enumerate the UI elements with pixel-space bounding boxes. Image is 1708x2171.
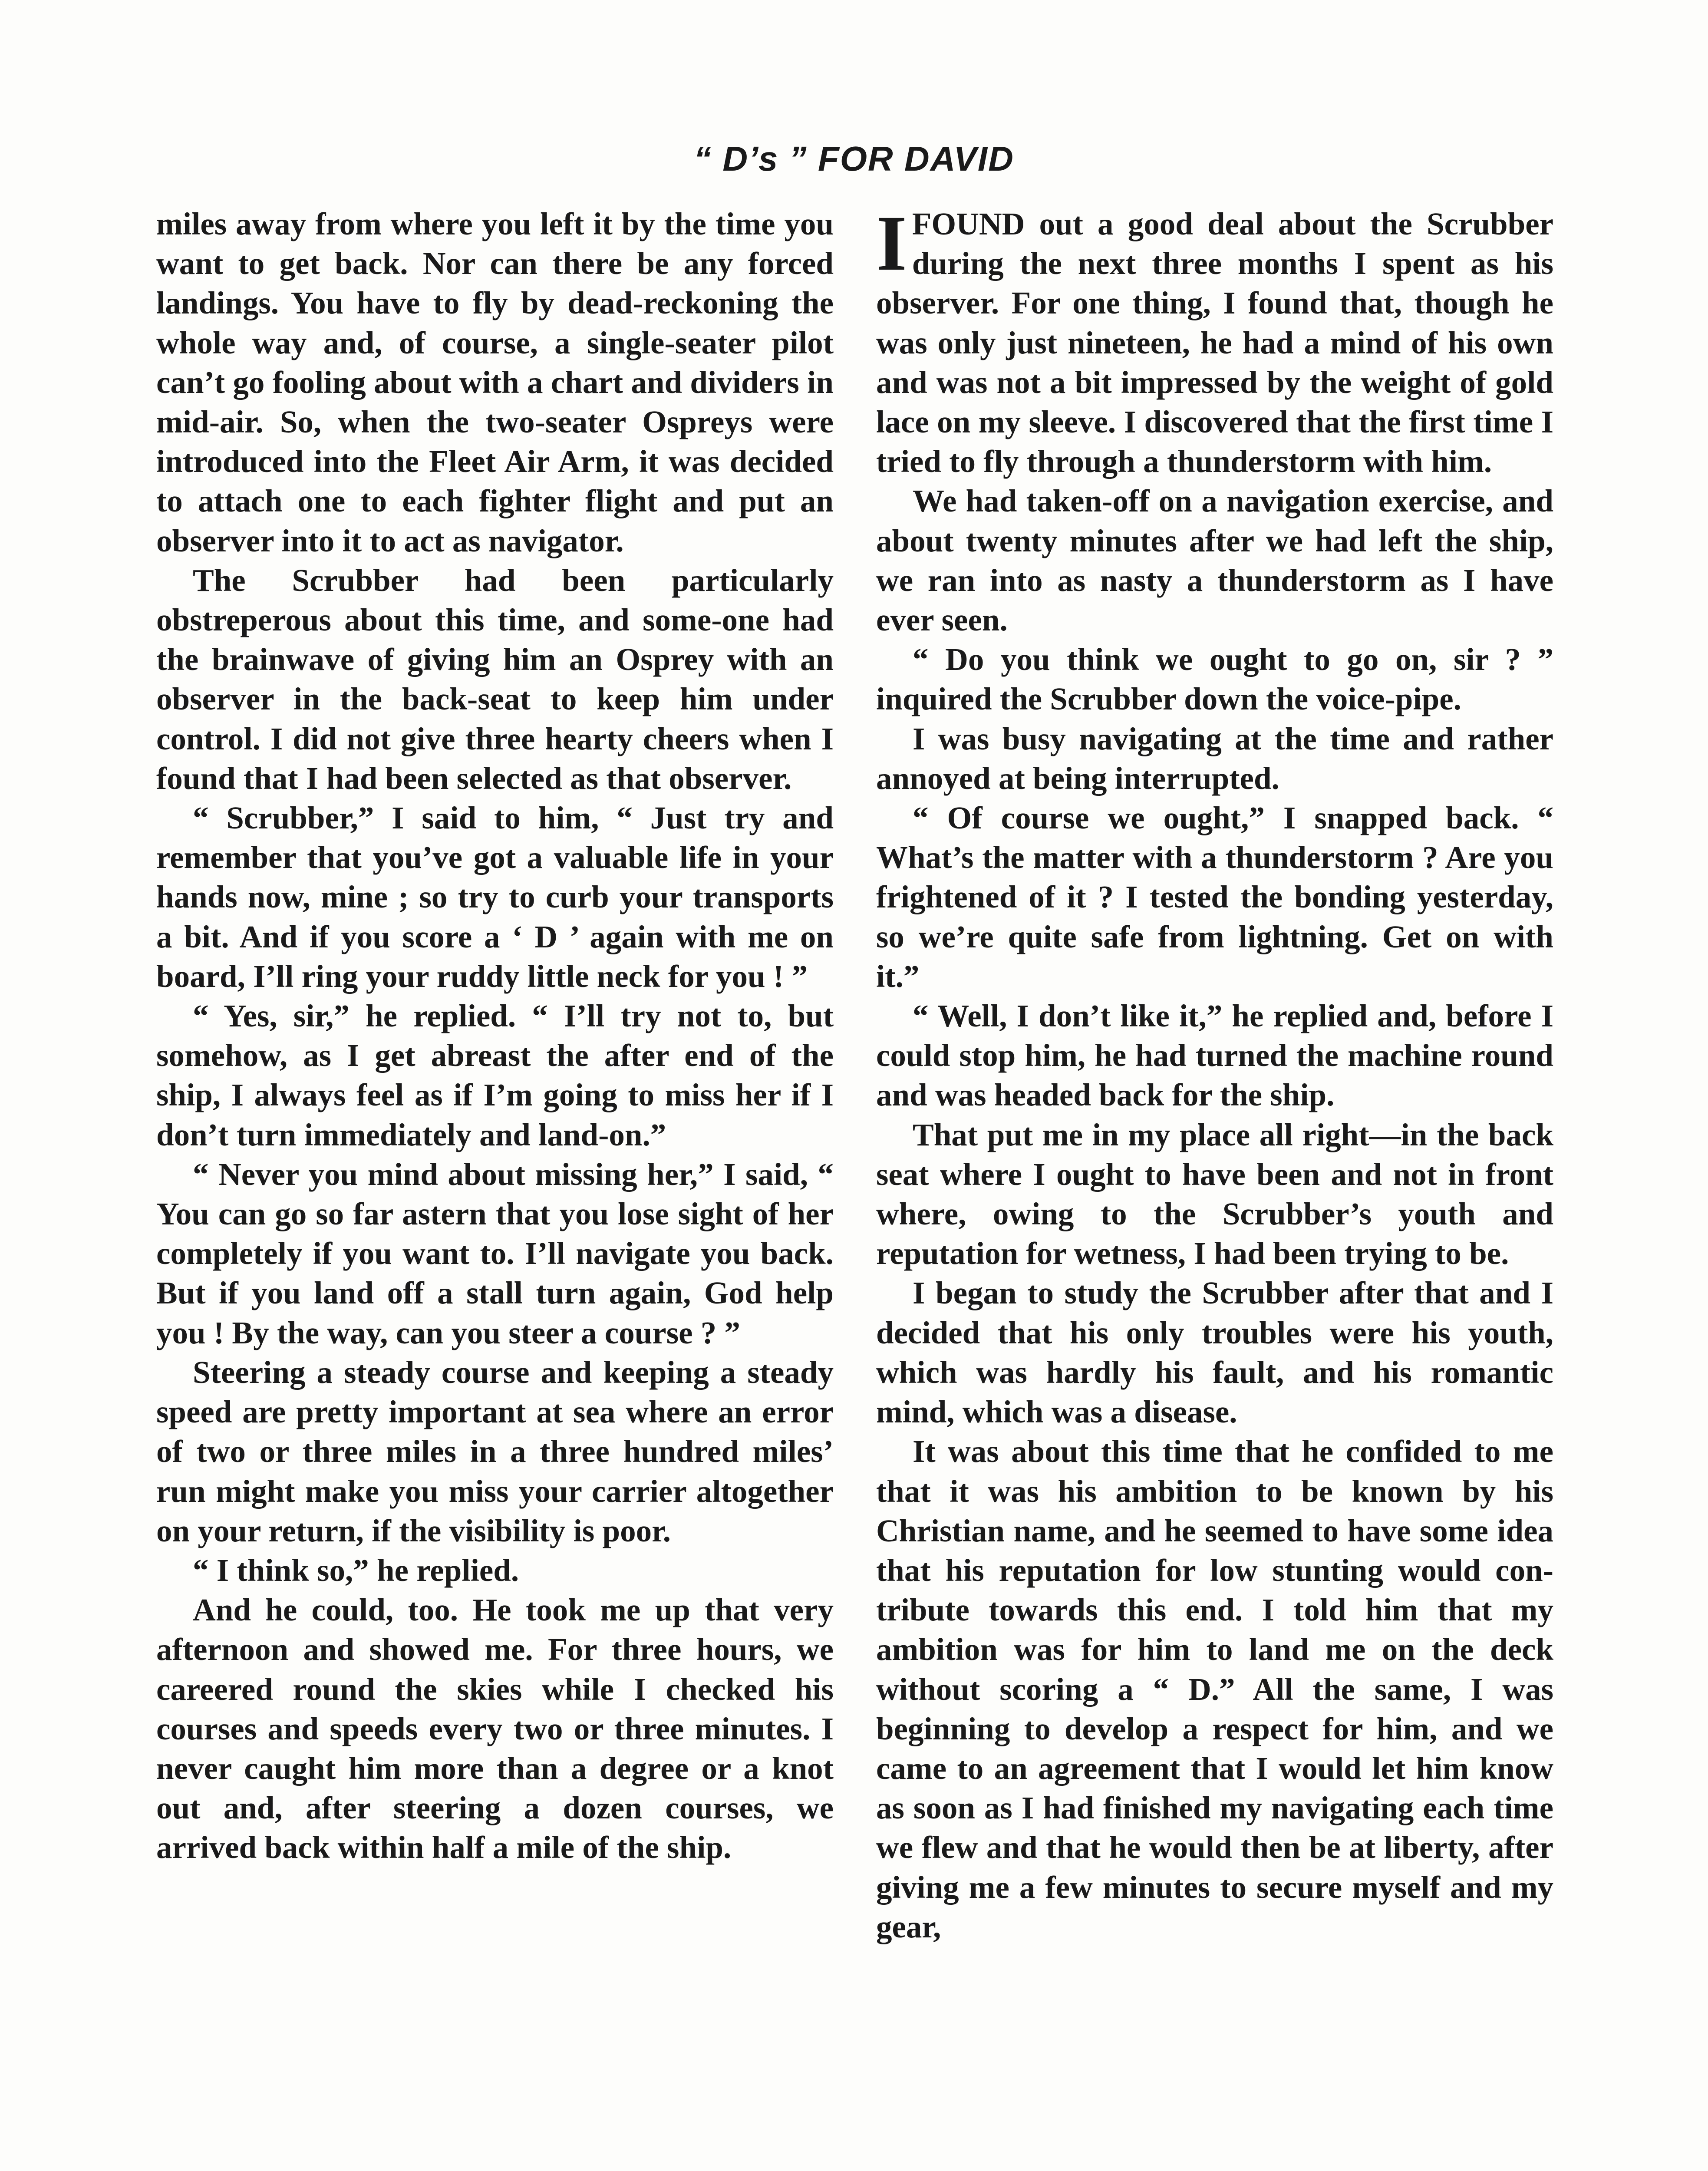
body-paragraph: We had taken-off on a navigation exercise, and about twenty minutes after we had left the ship, we ran into as nasty a thunderstorm as I have ever seen. [876,483,1553,638]
body-paragraph: I began to study the Scrubber after that and I decided that his only troubles were his youth, which was hardly his fault, and his romantic mind, which was a disease. [876,1275,1553,1430]
body-paragraph: “ I think so,” he replied. [193,1552,519,1588]
body-paragraph: miles away from where you left it by the time you want to get back. Nor can there be any forced landings. You have to fly by dead-reckoning the whole way and, of course, a single-seater pilot can’t go fooling about with a chart and dividers in mid-air. So, when the two-seater Ospreys were introduced into the Fleet Air Arm, it was decided to attach one to each fighter flight and put an observer into it to act as navigator. [156,206,834,558]
body-paragraph: The Scrubber had been particularly obstreperous about this time, and some-one had the brainwave of giving him an Osprey with an observer in the back-seat to keep him under control. I did not give three hearty cheers when I found that I had been selected as that observer. [156,562,834,796]
body-paragraph: “ Never you mind about missing her,” I said, “ You can go so far astern that you lose sight of her completely if you want to. I’ll navigate you back. But if you land off a stall turn again, God help you ! By the way, can you steer a course ? ” [156,1156,834,1350]
body-paragraph: “ Well, I don’t like it,” he replied and, before I could stop him, he had turned the machine round and was headed back for the ship. [876,998,1553,1113]
body-paragraph: “ Yes, sir,” he replied. “ I’ll try not to, but somehow, as I get abreast the after end of the ship, I always feel as if I’m going to miss her if I don’t turn immediately and land-on.” [156,998,834,1152]
running-title: “ D’s ” FOR DAVID [694,139,1014,178]
body-paragraph: That put me in my place all right—in the back seat where I ought to have been and not in front where, owing to the Scrubber’s youth and reputation for wetness, I had been trying to be. [876,1117,1553,1271]
left-column [156,204,834,1867]
opening-paragraph-text: FOUND out a good deal about the Scrubber during the next three months I spent as his observer. For one thing, I found that, though he was only just nineteen, he had a mind of his own and was not a bit impressed by the weight of gold lace on my sleeve. I discovered that the first time I tried to fly through a thunderstorm with him. [876,206,1553,479]
body-paragraph: “ Of course we ought,” I snapped back. “ What’s the matter with a thunderstorm ? Are you frightened of it ? I tested the bonding yesterday, so we’re quite safe from lightning. Get on with it.” [876,800,1553,994]
body-paragraph: Steering a steady course and keeping a steady speed are pretty important at sea where an error of two or three miles in a three hundred miles’ run might make you miss your carrier altogether on your return, if the visibility is poor. [156,1354,834,1548]
drop-cap: I [876,200,907,287]
body-paragraph: “ Scrubber,” I said to him, “ Just try and remember that you’ve got a valuable life in your hands now, mine ; so try to curb your transports a bit. And if you score a ‘ D ’ again with me on board, I’ll ring your ruddy little neck for you ! ” [156,800,834,994]
opening-paragraph [876,200,1553,481]
body-paragraph: It was about this time that he confided to me that it was his ambition to be known by his Christian name, and he seemed to have some idea that his reputation for low stunting would con-tribute towards this end. I told him that my ambition was for him to land me on the deck without scoring a “ D.” All the same, I was beginning to develop a respect for him, and we came to an agreement that I would let him know as soon as I had finished my navigating each time we flew and that he would then be at liberty, after giving me a few minutes to secure myself and my gear, [876,1434,1553,1944]
right-column [876,200,1553,1947]
body-paragraph: I was busy navigating at the time and rather annoyed at being interrupted. [876,721,1553,796]
body-paragraph: “ Do you think we ought to go on, sir ? ” inquired the Scrubber down the voice-pipe. [876,642,1553,717]
body-paragraph: And he could, too. He took me up that very afternoon and showed me. For three hours, we careered round the skies while I checked his courses and speeds every two or three minutes. I never caught him more than a degree or a knot out and, after steering a dozen courses, we arrived back within half a mile of the ship. [156,1592,834,1865]
